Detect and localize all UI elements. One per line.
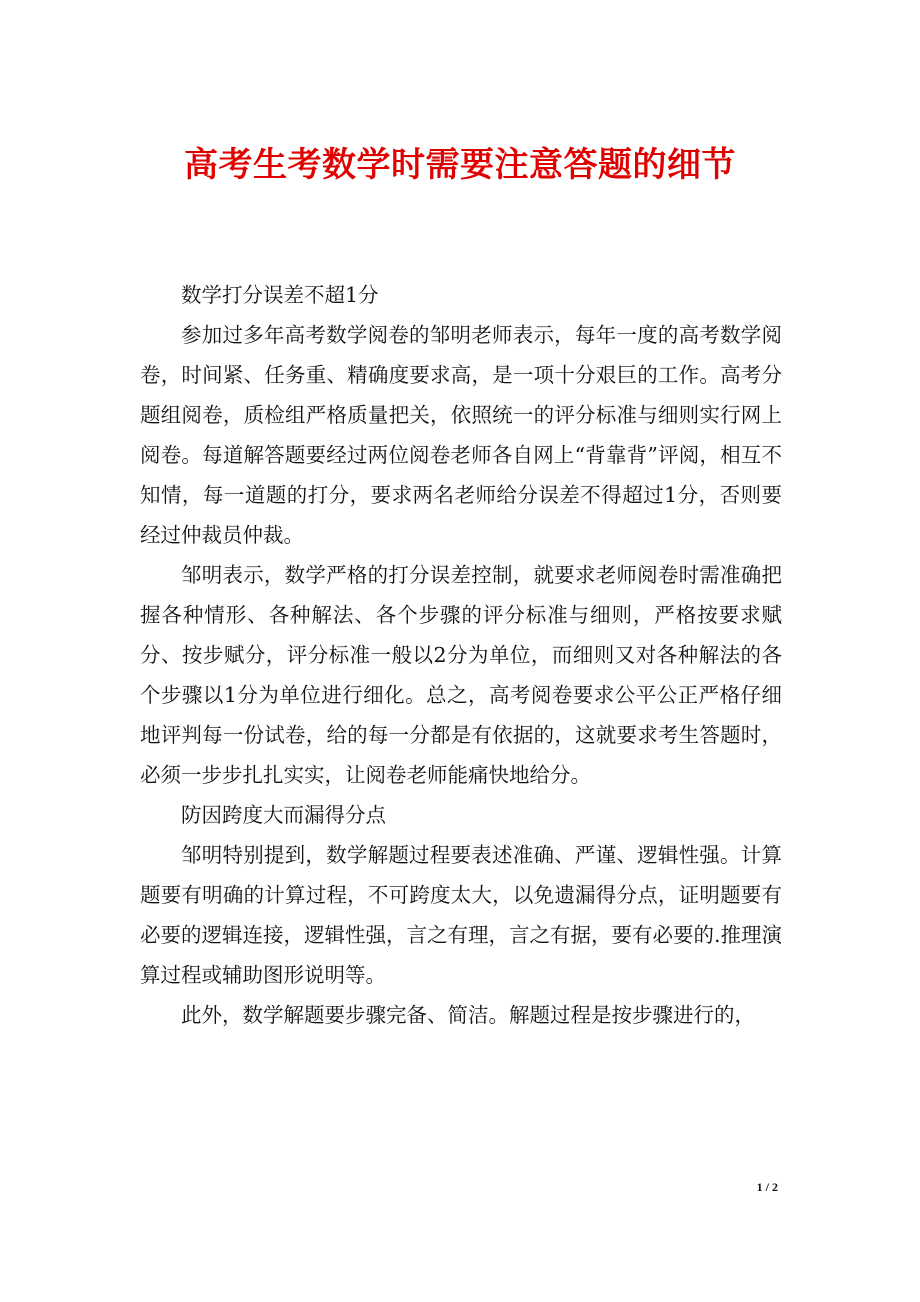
page-number: 1 / 2 xyxy=(756,1180,778,1194)
paragraph: 邹明表示，数学严格的打分误差控制，就要求老师阅卷时需准确把握各种情形、各种解法、各个步骤的评分标准与细则，严格按要求赋分、按步赋分，评分标准一般以2分为单位，而细则又对各种解法的各个步骤以1分为单位进行细化。总之，高考阅卷要求公平公正严格仔细地评判每一份试卷，给的每一分都是有依据的，这就要求考生答题时，必须一步步扎扎实实，让阅卷老师能痛快地给分。 xyxy=(140,563,782,787)
paragraph: 此外，数学解题要步骤完备、简洁。解题过程是按步骤进行的， xyxy=(181,1003,755,1027)
paragraph: 邹明特别提到，数学解题过程要表述准确、严谨、逻辑性强。计算题要有明确的计算过程，不可跨度太大，以免遗漏得分点，证明题要有必要的逻辑连接，逻辑性强，言之有理，言之有据，要有必要的.推理演算过程或辅助图形说明等。 xyxy=(140,843,783,987)
paragraph: 参加过多年高考数学阅卷的邹明老师表示，每年一度的高考数学阅卷，时间紧、任务重、精确度要求高，是一项十分艰巨的工作。高考分题组阅卷，质检组严格质量把关，依照统一的评分标准与细则实行网上阅卷。每道解答题要经过两位阅卷老师各自网上“背靠背”评阅，相互不知情，每一道题的打分，要求两名老师给分误差不得超过1分，否则要经过仲裁员仲裁。 xyxy=(140,323,782,547)
paragraph: 数学打分误差不超1分 xyxy=(181,283,379,307)
paragraph: 防因跨度大而漏得分点 xyxy=(181,803,386,827)
document-body xyxy=(140,275,782,1035)
document-title: 高考生考数学时需要注意答题的细节 xyxy=(184,145,736,185)
